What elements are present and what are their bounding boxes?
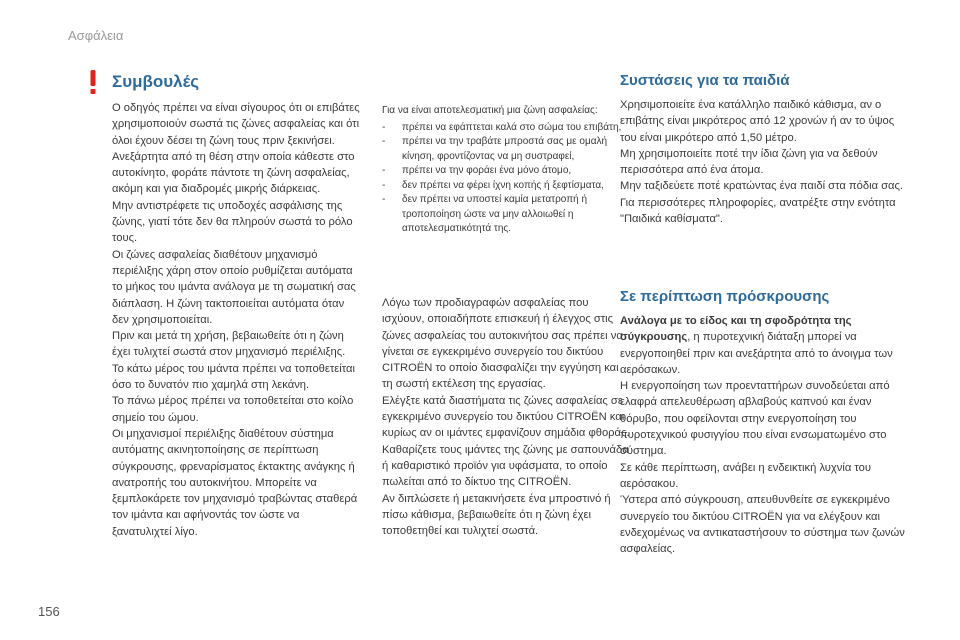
maintenance-body: [382, 295, 630, 539]
collision-paragraph: Ύστερα από σύγκρουση, απευθυνθείτε σε εγκεκριμένο συνεργείο του δικτύου CITROËN για να ελέγξουν και ενδεχομένως να αντικαταστήσουν το σύστημα των ζωνών ασφαλείας.: [620, 494, 905, 556]
children-body: [620, 97, 905, 227]
advice-body: [112, 100, 360, 540]
collision-lead-bold: Ανάλογα με το είδος και τη σφοδρότητα της σύγκρουσης: [620, 315, 852, 344]
children-paragraph: Χρησιμοποιείτε ένα κατάλληλο παιδικό κάθισμα, αν ο επιβάτης είναι μικρότερος από 12 χρονών ή αν το ύψος του είναι μικρότερο από 1,50 μέτρο.: [620, 99, 895, 144]
list-item: - πρέπει να εφάπτεται καλά στο σώμα του επιβάτη,: [382, 121, 622, 133]
advice-paragraph: Το κάτω μέρος του ιμάντα πρέπει να τοποθετείται όσο το δυνατόν πιο χαμηλά στη λεκάνη.: [112, 362, 355, 392]
page-number: 156: [38, 604, 60, 619]
children-paragraph: Για περισσότερες πληροφορίες, ανατρέξτε στην ενότητα "Παιδικά καθίσματα".: [620, 196, 896, 226]
list-item: - δεν πρέπει να υποστεί καμία μετατροπή ή τροποποίηση ώστε να μην αλλοιωθεί η αποτελεσματικότητά της.: [382, 194, 588, 234]
maintenance-paragraph: Λόγω των προδιαγραφών ασφαλείας που ισχύουν, οποιαδήποτε επισκευή ή έλεγχος στις ζώνες ασφαλείας του αυτοκινήτου σας πρέπει να γίνεται σε εγκεκριμένο συνεργείο του δικτύου CITROËN το οποίο διασφαλίζει την εγγύηση και τη σωστή εκτέλεση της εργασίας.: [382, 297, 623, 391]
collision-body: [620, 313, 905, 557]
advice-paragraph: Οι ζώνες ασφαλείας διαθέτουν μηχανισμό περιέλιξης χάρη στον οποίο ρυθμίζεται αυτόματα το μήκος του ιμάντα ανάλογα με τη σωματική σας διάπλαση. Η ζώνη τακτοποιείται αυτόματα όταν δεν χρησιμοποιείται.: [112, 248, 356, 326]
maintenance-paragraph: Αν διπλώσετε ή μετακινήσετε ένα μπροστινό ή πίσω κάθισμα, βεβαιωθείτε ότι η ζώνη έχει τοποθετηθεί και τυλιχτεί σωστά.: [382, 492, 611, 538]
collision-paragraph: Σε κάθε περίπτωση, ανάβει η ενδεικτική λυχνία του αερόσακου.: [620, 461, 872, 490]
list-item: - πρέπει να την τραβάτε μπροστά σας με ομαλή κίνηση, φροντίζοντας να μη συστραφεί,: [382, 136, 608, 162]
collision-lead: [620, 313, 905, 378]
advice-paragraph: Ο οδηγός πρέπει να είναι σίγουρος ότι οι επιβάτες χρησιμοποιούν σωστά τις ζώνες ασφαλείας και ότι όλοι έχουν δέσει τη ζώνη τους πριν ξεκινήσει.: [112, 102, 360, 147]
advice-title: Συμβουλές: [112, 72, 200, 91]
list-item: - πρέπει να την φοράει ένα μόνο άτομο,: [382, 165, 572, 176]
list-item: - δεν πρέπει να φέρει ίχνη κοπής ή ξεφτίσματα,: [382, 179, 604, 191]
children-paragraph: Μη χρησιμοποιείτε ποτέ την ίδια ζώνη για να δεθούν περισσότερα από ένα άτομα.: [620, 147, 878, 177]
maintenance-paragraph: Ελέγξτε κατά διαστήματα τις ζώνες ασφαλείας σε εγκεκριμένο συνεργείο του δικτύου CITROËN και κυρίως αν οι ιμάντες εμφανίζουν σημάδια φθοράς.: [382, 394, 630, 440]
page-section-header: Ασφάλεια: [68, 28, 124, 43]
children-paragraph: Μην ταξιδεύετε ποτέ κρατώντας ένα παιδί στα πόδια σας.: [620, 180, 904, 193]
advice-paragraph: Πριν και μετά τη χρήση, βεβαιωθείτε ότι η ζώνη έχει τυλιχτεί σωστά στον μηχανισμό περιέλιξης.: [112, 330, 346, 359]
effectiveness-intro: Για να είναι αποτελεσματική μια ζώνη ασφαλείας:: [382, 105, 598, 116]
collision-title: Σε περίπτωση πρόσκρουσης: [620, 288, 830, 305]
effectiveness-items: [382, 121, 630, 237]
advice-paragraph: Οι μηχανισμοί περιέλιξης διαθέτουν σύστημα αυτόματης ακινητοποίησης σε περίπτωση σύγκρουσης, φρεναρίσματος έκτακτης ανάγκης ή ανατροπής του αυτοκινήτου. Μπορείτε να ξεμπλοκάρετε τον μηχανισμό τραβώντας σταθερά τον ιμάντα και αφήνοντάς τον ώστε να ξανατυλιχτεί λίγο.: [112, 427, 358, 538]
maintenance-paragraph: Καθαρίζετε τους ιμάντες της ζώνης με σαπουνάδα ή καθαριστικό προϊόν για υφάσματα, το οποίο πωλείται από το δίκτυο της CITROËN.: [382, 443, 629, 489]
advice-paragraph: Ανεξάρτητα από τη θέση στην οποία κάθεστε στο αυτοκίνητο, φοράτε πάντοτε τη ζώνη ασφαλείας, ακόμη και για διαδρομές μικρής διάρκειας.: [112, 150, 355, 196]
collision-paragraph: Η ενεργοποίηση των προενταττήρων συνοδεύεται από ελαφρά απελευθέρωση αβλαβούς καπνού και έναν θόρυβο, που οφείλονται στην ενεργοποίηση του πυροτεχνικού φυσιγγίου που είναι ενσωματωμένο στο σύστημα.: [620, 380, 890, 458]
collision-lead-rest: , η πυροτεχνική διάταξη μπορεί να ενεργοποιηθεί πριν και ανεξάρτητα από το άνοιγμα των αερόσακων.: [620, 331, 893, 376]
children-title: Συστάσεις για τα παιδιά: [620, 72, 790, 89]
effectiveness-list: [382, 104, 630, 237]
advice-paragraph: Το πάνω μέρος πρέπει να τοποθετείται στο κοίλο σημείο του ώμου.: [112, 395, 354, 424]
advice-paragraph: Μην αντιστρέφετε τις υποδοχές ασφάλισης της ζώνης, γιατί τότε δεν θα πληρούν σωστά το ρόλο τους.: [112, 199, 353, 245]
exclamation-icon: [85, 69, 101, 95]
